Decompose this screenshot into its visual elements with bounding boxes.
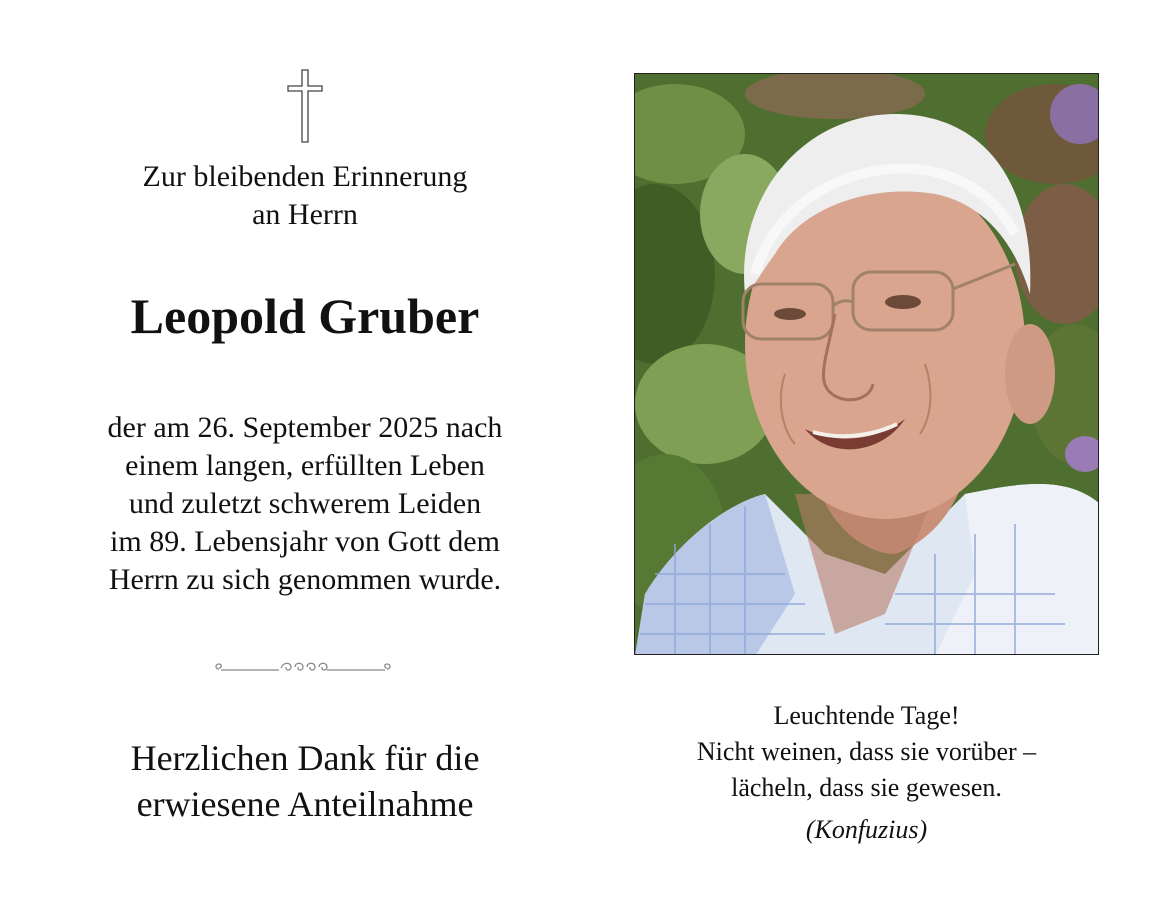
cross-icon (285, 68, 325, 144)
quote-author: (Konfuzius) (805, 815, 928, 844)
intro-line: Zur bleibenden Erinnerung (142, 160, 468, 193)
intro-text (30, 158, 580, 234)
obituary-line: Herrn zu sich genommen wurde. (108, 563, 502, 596)
quote-line: Nicht weinen, dass sie vorüber – (696, 737, 1037, 766)
obituary-line: im 89. Lebensjahr von Gott dem (110, 525, 500, 558)
quote-line: Leuchtende Tage! (773, 701, 960, 730)
thanks-line: erwiesene Anteilnahme (136, 784, 474, 824)
memorial-text-column (30, 0, 580, 900)
portrait-photo (634, 73, 1099, 655)
obituary-line: einem langen, erfüllten Leben (125, 449, 485, 482)
intro-line: an Herrn (252, 198, 358, 231)
quote-line: lächeln, dass sie gewesen. (731, 773, 1002, 802)
obituary-line: der am 26. September 2025 nach (107, 411, 503, 444)
obituary-line: und zuletzt schwerem Leiden (128, 487, 482, 520)
thanks-line: Herzlichen Dank für die (130, 738, 480, 778)
obituary-text (30, 409, 580, 599)
deceased-name: Leopold Gruber (130, 288, 480, 344)
thanks-text (30, 735, 580, 827)
quote-text (634, 698, 1099, 806)
ornament-divider (213, 656, 393, 676)
